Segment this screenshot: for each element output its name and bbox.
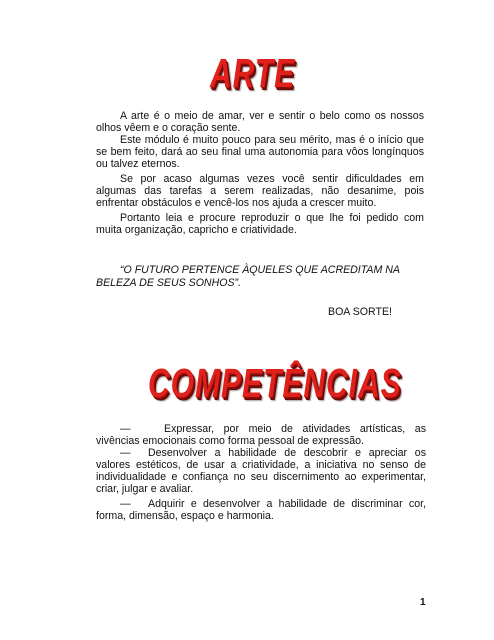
page-number: 1 <box>420 597 426 608</box>
em-dash-bullet: — <box>120 423 131 435</box>
competency-item <box>96 498 426 522</box>
intro-paragraph-4: Portanto leia e procure reproduzir o que lhe foi pedido com muita organização, capricho e criatividade. <box>96 212 424 236</box>
section-title-competencias: COMPETÊNCIAS <box>148 362 402 407</box>
motto-quote: “O FUTURO PERTENCE ÀQUELES QUE ACREDITAM NA BELEZA DE SEUS SONHOS”. <box>96 264 400 289</box>
competency-item <box>96 423 426 447</box>
em-dash-bullet: — <box>120 498 131 510</box>
competency-text: Adquirir e desenvolver a habilidade de discriminar cor, forma, dimensão, espaço e harmonia. <box>96 498 426 522</box>
section-title-arte: ARTE <box>210 52 296 97</box>
competency-text: Desenvolver a habilidade de descobrir e apreciar os valores estéticos, de usar a criatividade, a iniciativa no senso de individualidade e confiança no seu discernimento ao experimentar, criar, julgar e avaliar. <box>96 447 426 495</box>
competency-text: Expressar, por meio de atividades artísticas, as vivências emocionais como forma pessoal de expressão. <box>96 423 426 447</box>
intro-paragraph-1: A arte é o meio de amar, ver e sentir o belo como os nossos olhos vêem e o coração sente. <box>96 110 424 134</box>
em-dash-bullet: — <box>120 447 131 459</box>
intro-paragraph-2: Este módulo é muito pouco para seu mérito, mas é o início que se bem feito, dará ao seu final uma autonomia para vôos longínquos ou talvez eternos. <box>96 134 424 170</box>
competency-item <box>96 447 426 495</box>
signoff-text: BOA SORTE! <box>328 306 392 318</box>
intro-paragraph-3: Se por acaso algumas vezes você sentir dificuldades em algumas das tarefas a serem realizadas, não desanime, pois enfrentar obstáculos e vencê-los nos ajuda a crescer muito. <box>96 173 424 209</box>
